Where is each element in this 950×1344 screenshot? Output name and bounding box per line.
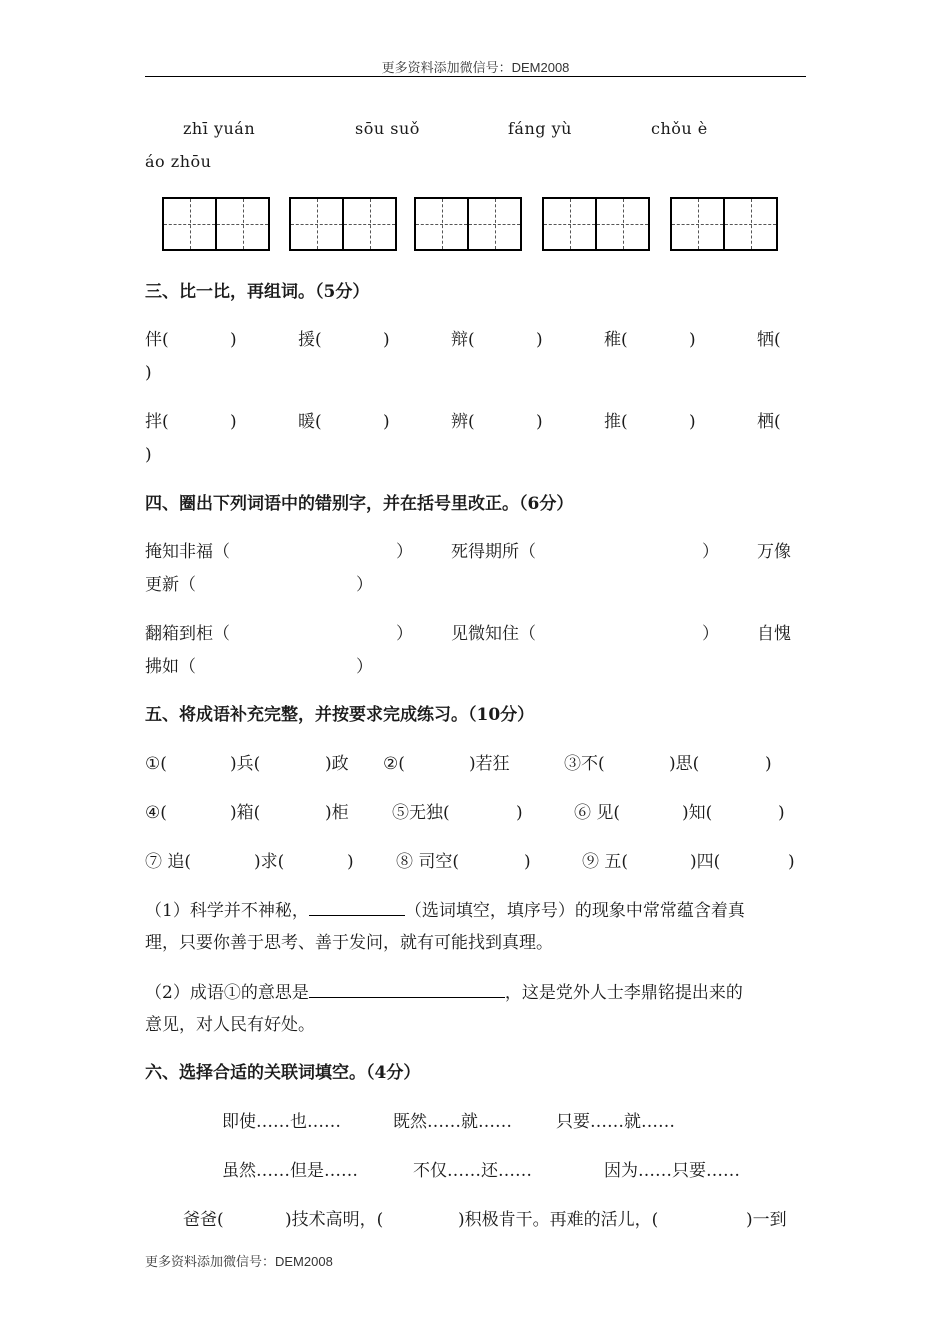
s5-r3-7: )四( — [690, 852, 721, 872]
s3-r1-a-close: ) — [230, 330, 237, 350]
s6-option-6: 因为……只要…… — [604, 1161, 740, 1181]
s6-option-5: 不仅……还…… — [413, 1161, 532, 1181]
s5-r1-2: )兵( — [230, 754, 261, 774]
s3-r2-b: 暖( — [298, 412, 322, 432]
s4-item-6-close: ） — [356, 657, 373, 677]
s5-r1-5: )若狂 — [469, 754, 510, 774]
s3-r2-b-close: ) — [383, 412, 390, 432]
s5-r2-3: )柜 — [325, 803, 349, 823]
s4-item-3-close: ） — [356, 575, 373, 595]
s3-r1-d-close: ) — [689, 330, 696, 350]
s6-sentence-3: )积极肯干。再难的活儿，( — [458, 1210, 659, 1230]
section6-title: 六、选择合适的关联词填空。（4分） — [145, 1063, 421, 1083]
s4-item-5: 见微知住（ — [451, 624, 536, 644]
s5-r1-8: ) — [765, 754, 772, 774]
s5-r2-1: ④( — [145, 803, 167, 823]
s5-r1-1: ①( — [145, 754, 167, 774]
s5-q1-line2: 理，只要你善于思考、善于发问，就有可能找到真理。 — [145, 933, 553, 953]
s5-r1-6: ③不( — [564, 754, 605, 774]
s5-r2-2: )箱( — [230, 803, 261, 823]
s4-item-6-cont: 拂如（ — [145, 657, 196, 677]
page-header: 更多资料添加微信号：DEM2008 — [381, 60, 570, 75]
s6-sentence-1: 爸爸( — [183, 1210, 224, 1230]
s6-option-4: 虽然……但是…… — [222, 1161, 358, 1181]
s5-r2-7: )知( — [682, 803, 713, 823]
writing-grid-5[interactable] — [670, 197, 778, 251]
s4-item-2: 死得期所（ — [451, 542, 536, 562]
pinyin-2: sōu suǒ — [355, 119, 420, 138]
pinyin-5: áo zhōu — [145, 152, 212, 171]
s3-r1-d: 稚( — [604, 330, 628, 350]
pinyin-3: fáng yù — [508, 119, 572, 138]
s5-q2-line2: 意见，对人民有好处。 — [145, 1015, 315, 1035]
s4-item-4-close: ） — [396, 624, 413, 644]
s5-r3-6: ⑨ 五( — [582, 852, 629, 872]
s3-r2-a: 拌( — [145, 412, 169, 432]
s4-item-3: 万像 — [757, 542, 791, 562]
s5-r3-5: ) — [524, 852, 531, 872]
s6-sentence-4: )一到 — [746, 1210, 787, 1230]
s5-r1-7: )思( — [669, 754, 700, 774]
s3-r2-e-close: ) — [145, 445, 152, 465]
s6-option-2: 既然……就…… — [393, 1112, 512, 1132]
s4-item-1-close: ） — [396, 542, 413, 562]
s4-item-2-close: ） — [702, 542, 719, 562]
pinyin-1: zhī yuán — [183, 119, 256, 138]
s3-r2-d: 推( — [604, 412, 628, 432]
s3-r1-b-close: ) — [383, 330, 390, 350]
s3-r2-c: 辨( — [451, 412, 475, 432]
s3-r1-c: 辩( — [451, 330, 475, 350]
s6-option-1: 即使……也…… — [222, 1112, 341, 1132]
s3-r2-c-close: ) — [536, 412, 543, 432]
s5-r2-5: ) — [516, 803, 523, 823]
pinyin-4: chǒu è — [651, 119, 708, 138]
s5-question-1 — [145, 899, 745, 922]
s4-item-1: 掩知非福（ — [145, 542, 230, 562]
s4-item-6: 自愧 — [757, 624, 791, 644]
s5-r2-8: ) — [778, 803, 785, 823]
s5-r1-3: )政 — [325, 754, 349, 774]
s5-q1-prefix: （1）科学并不神秘， — [145, 901, 309, 921]
s5-question-2 — [145, 981, 743, 1004]
s3-r1-a: 伴( — [145, 330, 169, 350]
s3-r1-e-close: ) — [145, 363, 152, 383]
s5-q1-suffix: （选词填空，填序号）的现象中常常蕴含着真 — [404, 901, 745, 921]
s5-r2-6: ⑥ 见( — [574, 803, 621, 823]
s4-item-5-close: ） — [702, 624, 719, 644]
s5-q1-blank[interactable] — [309, 899, 405, 916]
s6-option-3: 只要……就…… — [556, 1112, 675, 1132]
section3-title: 三、比一比，再组词。（5分） — [145, 282, 370, 302]
s4-item-4: 翻箱到柜（ — [145, 624, 230, 644]
writing-grid-4[interactable] — [542, 197, 650, 251]
s3-r2-d-close: ) — [689, 412, 696, 432]
s5-r3-4: ⑧ 司空( — [396, 852, 460, 872]
s5-r3-1: ⑦ 追( — [145, 852, 192, 872]
section4-title: 四、圈出下列词语中的错别字，并在括号里改正。（6分） — [145, 494, 574, 514]
s5-r2-4: ⑤无独( — [392, 803, 450, 823]
s3-r2-a-close: ) — [230, 412, 237, 432]
header-divider — [145, 76, 806, 77]
section5-title: 五、将成语补充完整，并按要求完成练习。（10分） — [145, 705, 535, 725]
s3-r2-e: 栖( — [757, 412, 781, 432]
s6-sentence-2: )技术高明，( — [285, 1210, 384, 1230]
page-footer: 更多资料添加微信号：DEM2008 — [145, 1254, 333, 1269]
writing-grid-2[interactable] — [289, 197, 397, 251]
s5-q2-blank[interactable] — [309, 981, 505, 998]
s3-r1-b: 援( — [298, 330, 322, 350]
s5-r3-2: )求( — [254, 852, 285, 872]
writing-grid-1[interactable] — [162, 197, 270, 251]
s5-r1-4: ②( — [383, 754, 405, 774]
s5-r3-3: ) — [347, 852, 354, 872]
s5-r3-8: ) — [788, 852, 795, 872]
s5-q2-prefix: （2）成语①的意思是 — [145, 983, 309, 1003]
writing-grid-3[interactable] — [414, 197, 522, 251]
s3-r1-c-close: ) — [536, 330, 543, 350]
s4-item-3-cont: 更新（ — [145, 575, 196, 595]
s3-r1-e: 牺( — [757, 330, 781, 350]
s5-q2-suffix: ，这是党外人士李鼎铭提出来的 — [504, 983, 743, 1003]
